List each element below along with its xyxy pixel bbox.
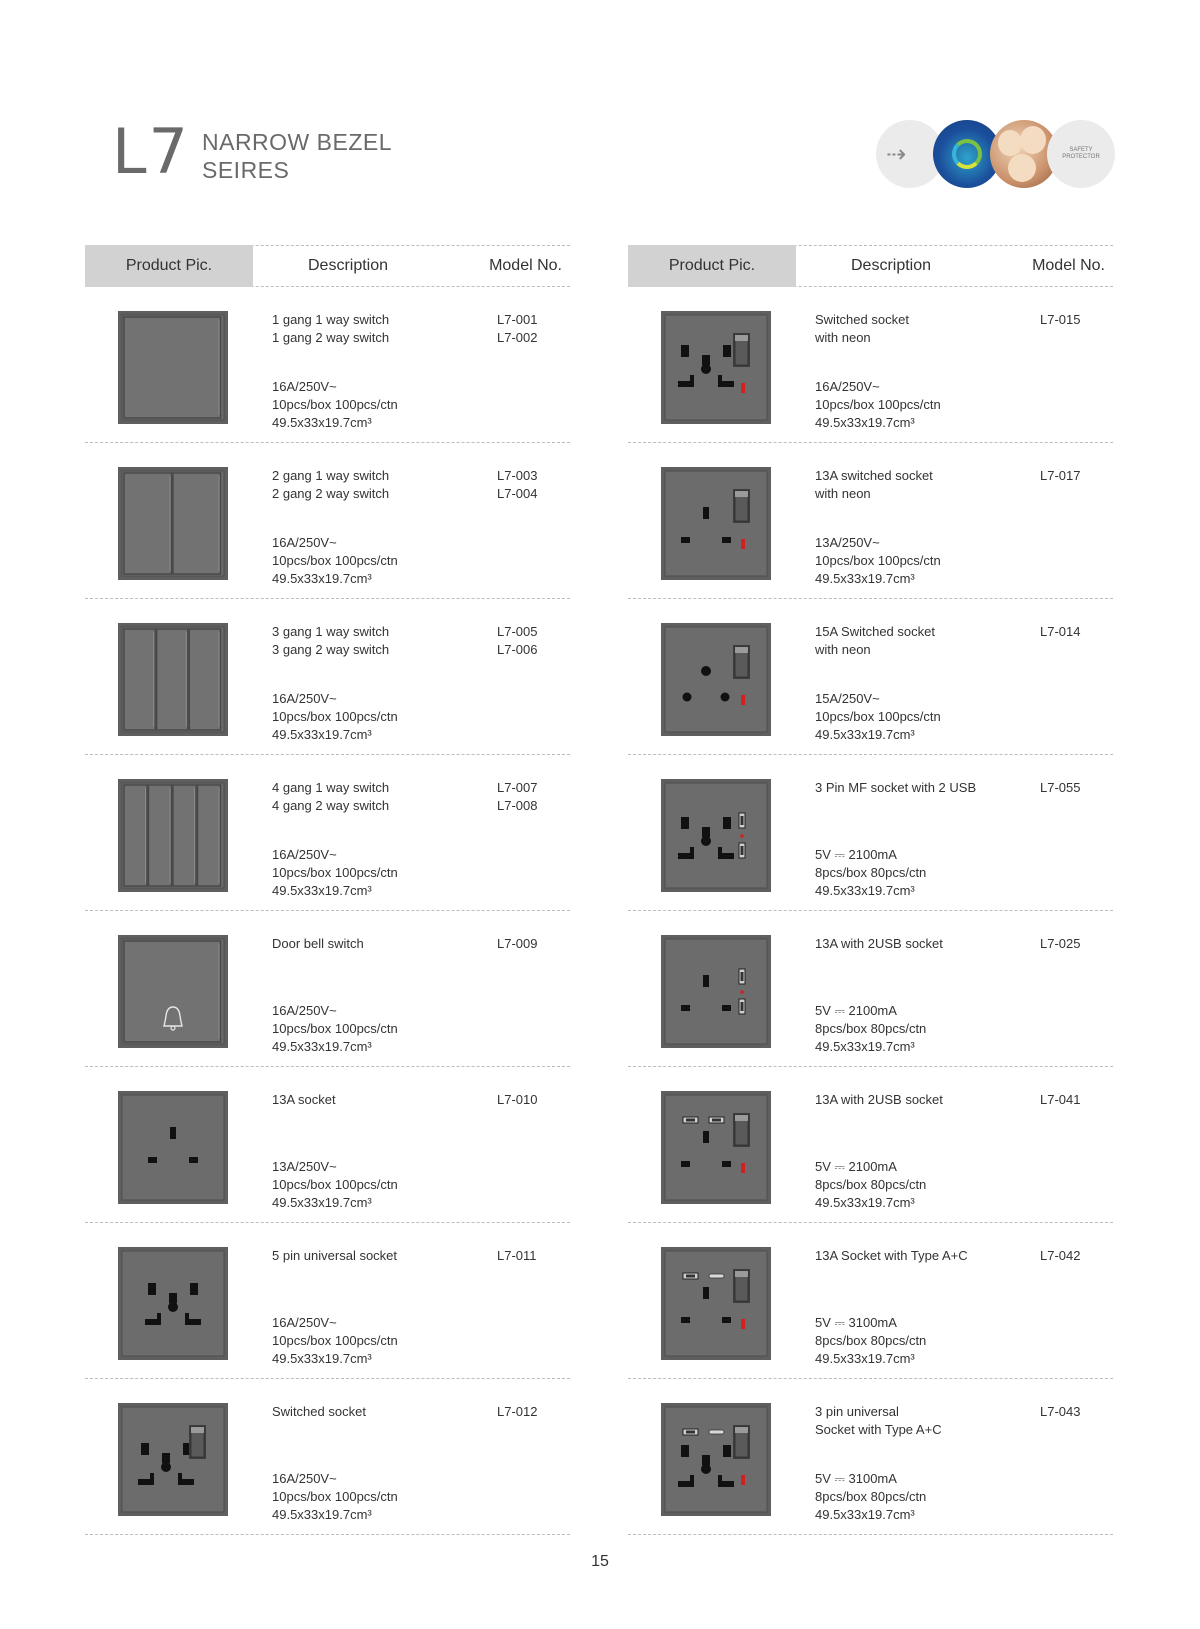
description-line: 2 gang 1 way switch <box>272 468 390 483</box>
description-line: 4 gang 1 way switch <box>272 780 390 795</box>
door-bell-switch-image <box>118 935 228 1048</box>
model-number <box>497 311 537 347</box>
description-line: Switched socket <box>272 1404 366 1419</box>
product-description <box>815 1247 1015 1265</box>
spec-line: 13A/250V~ <box>272 1159 337 1174</box>
spec-line: 49.5x33x19.7cm³ <box>815 727 915 742</box>
product-spec <box>815 1158 926 1212</box>
product-row <box>628 287 1113 443</box>
model-line: L7-003 <box>497 468 538 483</box>
description-line: with neon <box>815 642 871 657</box>
model-number <box>1040 623 1080 641</box>
product-row <box>85 755 570 911</box>
universal-type-ac-socket-image <box>661 1403 771 1516</box>
product-spec <box>272 1158 398 1212</box>
product-description <box>272 1091 472 1109</box>
product-spec <box>815 1470 926 1524</box>
header-product-pic: Product Pic. <box>85 245 253 287</box>
catalog-column-left <box>85 245 570 1535</box>
model-number <box>1040 1403 1080 1421</box>
model-line: L7-002 <box>497 330 538 345</box>
spec-line: 49.5x33x19.7cm³ <box>815 883 915 898</box>
switched-socket-image <box>118 1403 228 1516</box>
spec-line: 49.5x33x19.7cm³ <box>272 883 372 898</box>
13a-socket-image <box>118 1091 228 1204</box>
product-spec <box>815 534 941 588</box>
series-name-line1: NARROW BEZEL <box>202 129 393 155</box>
spec-line: 5V ⎓ 2100mA <box>815 1159 897 1174</box>
spec-line: 16A/250V~ <box>272 379 337 394</box>
product-spec <box>272 534 398 588</box>
product-description <box>815 1403 1015 1439</box>
5-pin-universal-socket-image <box>118 1247 228 1360</box>
product-description <box>272 467 472 503</box>
spec-line: 49.5x33x19.7cm³ <box>815 1507 915 1522</box>
15a-switched-socket-neon-image <box>661 623 771 736</box>
model-line: L7-055 <box>1040 780 1081 795</box>
feature-logo-strip <box>876 120 1116 190</box>
series-code: L7 <box>112 115 190 188</box>
spec-line: 8pcs/box 80pcs/ctn <box>815 1489 927 1504</box>
spec-line: 49.5x33x19.7cm³ <box>815 1039 915 1054</box>
spec-line: 8pcs/box 80pcs/ctn <box>815 1021 927 1036</box>
13a-switched-socket-neon-image <box>661 467 771 580</box>
product-description <box>272 779 472 815</box>
spec-line: 16A/250V~ <box>272 847 337 862</box>
spec-line: 16A/250V~ <box>272 535 337 550</box>
model-number <box>497 1091 537 1109</box>
spec-line: 49.5x33x19.7cm³ <box>272 1195 372 1210</box>
description-line: 3 Pin MF socket with 2 USB <box>815 780 977 795</box>
catalog-column-right <box>628 245 1113 1535</box>
spec-line: 49.5x33x19.7cm³ <box>815 571 915 586</box>
spec-line: 15A/250V~ <box>815 691 880 706</box>
dotted-arrow-icon: ⇢ <box>886 140 907 168</box>
spec-line: 49.5x33x19.7cm³ <box>272 1507 372 1522</box>
product-spec <box>815 1314 926 1368</box>
spec-line: 49.5x33x19.7cm³ <box>815 1195 915 1210</box>
model-number <box>1040 1247 1080 1265</box>
product-row <box>85 911 570 1067</box>
model-number <box>1040 935 1080 953</box>
model-line: L7-008 <box>497 798 538 813</box>
product-row <box>628 1067 1113 1223</box>
spec-line: 10pcs/box 100pcs/ctn <box>815 397 941 412</box>
product-description <box>815 311 1015 347</box>
1-gang-switch-image <box>118 311 228 424</box>
series-title <box>112 115 393 188</box>
model-number <box>1040 311 1080 329</box>
13a-2usb-switched-socket-image <box>661 1091 771 1204</box>
description-line: 3 gang 2 way switch <box>272 642 390 657</box>
spec-line: 10pcs/box 100pcs/ctn <box>272 1177 398 1192</box>
product-description <box>815 623 1015 659</box>
spec-line: 49.5x33x19.7cm³ <box>272 415 372 430</box>
model-number <box>1040 467 1080 485</box>
spec-line: 49.5x33x19.7cm³ <box>272 1351 372 1366</box>
table-header <box>85 245 570 287</box>
model-line: L7-014 <box>1040 624 1081 639</box>
product-row <box>85 1379 570 1535</box>
product-spec <box>272 846 398 900</box>
description-line: Door bell switch <box>272 936 364 951</box>
product-spec <box>815 378 941 432</box>
spec-line: 16A/250V~ <box>272 1315 337 1330</box>
description-line: Socket with Type A+C <box>815 1422 942 1437</box>
model-line: L7-010 <box>497 1092 538 1107</box>
spec-line: 13A/250V~ <box>815 535 880 550</box>
model-line: L7-007 <box>497 780 538 795</box>
model-line: L7-006 <box>497 642 538 657</box>
product-spec <box>272 1470 398 1524</box>
header-model-no: Model No. <box>489 257 562 274</box>
spec-line: 8pcs/box 80pcs/ctn <box>815 865 927 880</box>
spec-line: 16A/250V~ <box>272 691 337 706</box>
model-line: L7-011 <box>497 1248 537 1263</box>
spec-line: 49.5x33x19.7cm³ <box>272 571 372 586</box>
description-line: 3 pin universal <box>815 1404 899 1419</box>
header-model-no: Model No. <box>1032 257 1105 274</box>
series-name-line2: SEIRES <box>202 157 290 183</box>
spec-line: 10pcs/box 100pcs/ctn <box>272 865 398 880</box>
product-spec <box>272 1314 398 1368</box>
4-gang-switch-image <box>118 779 228 892</box>
description-line: 4 gang 2 way switch <box>272 798 390 813</box>
spec-line: 5V ⎓ 2100mA <box>815 847 897 862</box>
spec-line: 16A/250V~ <box>815 379 880 394</box>
description-line: Switched socket <box>815 312 909 327</box>
model-line: L7-004 <box>497 486 538 501</box>
spec-line: 8pcs/box 80pcs/ctn <box>815 1333 927 1348</box>
product-description <box>815 779 1015 797</box>
description-line: 13A with 2USB socket <box>815 936 943 951</box>
product-description <box>272 1247 472 1265</box>
model-number <box>1040 779 1080 797</box>
product-row <box>628 443 1113 599</box>
description-line: 5 pin universal socket <box>272 1248 398 1263</box>
product-row <box>85 599 570 755</box>
spec-line: 8pcs/box 80pcs/ctn <box>815 1177 927 1192</box>
model-number <box>1040 1091 1080 1109</box>
product-description <box>272 623 472 659</box>
model-line: L7-043 <box>1040 1404 1081 1419</box>
page-number: 15 <box>591 1553 609 1570</box>
product-spec <box>815 690 941 744</box>
spec-line: 10pcs/box 100pcs/ctn <box>272 1021 398 1036</box>
product-description <box>815 467 1015 503</box>
model-line: L7-015 <box>1040 312 1081 327</box>
series-name <box>202 124 392 184</box>
model-number <box>497 1403 537 1421</box>
model-number <box>497 623 537 659</box>
description-line: 3 gang 1 way switch <box>272 624 390 639</box>
3-gang-switch-image <box>118 623 228 736</box>
2-gang-switch-image <box>118 467 228 580</box>
description-line: 1 gang 1 way switch <box>272 312 390 327</box>
description-line: 13A Socket with Type A+C <box>815 1248 968 1263</box>
product-row <box>628 911 1113 1067</box>
model-line: L7-042 <box>1040 1248 1081 1263</box>
ring-logo-icon <box>952 139 982 169</box>
safety-protector-label: SAFETY PROTECTOR <box>1062 147 1100 160</box>
product-row <box>85 1223 570 1379</box>
header-product-pic: Product Pic. <box>628 245 796 287</box>
product-spec <box>272 1002 398 1056</box>
product-row <box>628 599 1113 755</box>
spec-line: 16A/250V~ <box>272 1003 337 1018</box>
description-line: 2 gang 2 way switch <box>272 486 390 501</box>
table-header <box>628 245 1113 287</box>
header-description: Description <box>307 257 389 274</box>
spec-line: 5V ⎓ 3100mA <box>815 1471 897 1486</box>
model-line: L7-017 <box>1040 468 1081 483</box>
product-spec <box>272 690 398 744</box>
product-description <box>815 1091 1015 1109</box>
spec-line: 10pcs/box 100pcs/ctn <box>815 553 941 568</box>
13a-2usb-socket-image <box>661 935 771 1048</box>
model-line: L7-009 <box>497 936 538 951</box>
mf-socket-2usb-image <box>661 779 771 892</box>
product-spec <box>815 1002 926 1056</box>
description-line: 1 gang 2 way switch <box>272 330 390 345</box>
spec-line: 10pcs/box 100pcs/ctn <box>272 397 398 412</box>
spec-line: 10pcs/box 100pcs/ctn <box>272 553 398 568</box>
description-line: with neon <box>815 486 871 501</box>
description-line: 13A with 2USB socket <box>815 1092 943 1107</box>
switched-socket-neon-image <box>661 311 771 424</box>
spec-line: 10pcs/box 100pcs/ctn <box>815 709 941 724</box>
header-description: Description <box>850 257 932 274</box>
model-number <box>497 467 537 503</box>
spec-line: 10pcs/box 100pcs/ctn <box>272 1333 398 1348</box>
model-number <box>497 1247 537 1265</box>
product-description <box>815 935 1015 953</box>
spec-line: 5V ⎓ 2100mA <box>815 1003 897 1018</box>
spec-line: 49.5x33x19.7cm³ <box>815 415 915 430</box>
model-number <box>497 935 537 953</box>
product-spec <box>815 846 926 900</box>
model-line: L7-012 <box>497 1404 538 1419</box>
spec-line: 5V ⎓ 3100mA <box>815 1315 897 1330</box>
spec-line: 49.5x33x19.7cm³ <box>272 727 372 742</box>
model-line: L7-041 <box>1040 1092 1081 1107</box>
product-row <box>85 1067 570 1223</box>
product-row <box>628 755 1113 911</box>
safety-protector-circle <box>1047 120 1115 188</box>
model-line: L7-025 <box>1040 936 1081 951</box>
13a-type-ac-socket-image <box>661 1247 771 1360</box>
product-row <box>628 1223 1113 1379</box>
product-row <box>628 1379 1113 1535</box>
product-description <box>272 1403 472 1421</box>
product-description <box>272 935 472 953</box>
product-description <box>272 311 472 347</box>
description-line: with neon <box>815 330 871 345</box>
spec-line: 49.5x33x19.7cm³ <box>272 1039 372 1054</box>
spec-line: 10pcs/box 100pcs/ctn <box>272 1489 398 1504</box>
product-row <box>85 287 570 443</box>
model-line: L7-005 <box>497 624 538 639</box>
product-row <box>85 443 570 599</box>
description-line: 15A Switched socket <box>815 624 935 639</box>
description-line: 13A switched socket <box>815 468 933 483</box>
spec-line: 10pcs/box 100pcs/ctn <box>272 709 398 724</box>
model-number <box>497 779 537 815</box>
model-line: L7-001 <box>497 312 538 327</box>
spec-line: 49.5x33x19.7cm³ <box>815 1351 915 1366</box>
product-spec <box>272 378 398 432</box>
description-line: 13A socket <box>272 1092 336 1107</box>
spec-line: 16A/250V~ <box>272 1471 337 1486</box>
